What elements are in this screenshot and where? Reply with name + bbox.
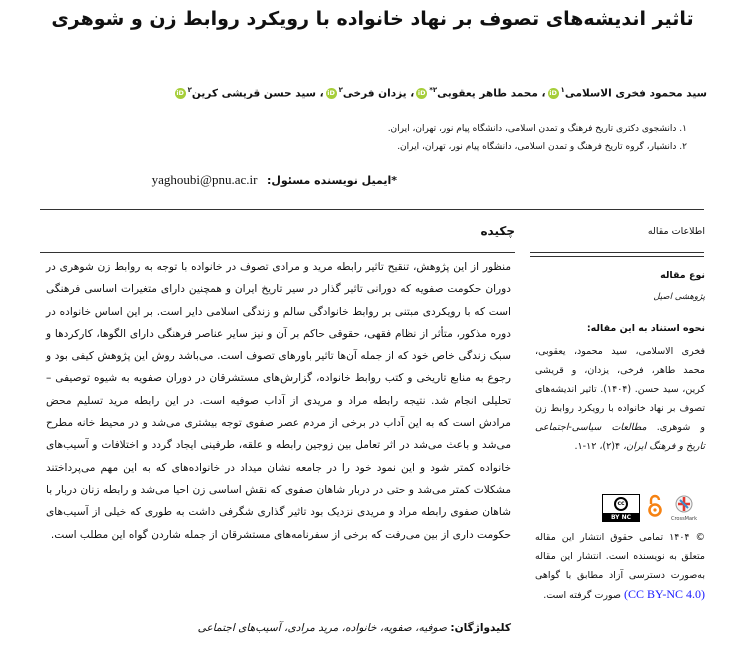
article-type-value: پژوهشی اصیل [653, 292, 705, 302]
author-name: محمد طاهر یعقوبی [437, 87, 538, 100]
cc-by-label: BY [610, 514, 620, 521]
license-link[interactable]: (CC BY-NC 4.0) [623, 587, 705, 601]
cc-by-nc-icon[interactable] [602, 494, 640, 522]
info-divider [530, 252, 704, 253]
copyright-notice [535, 528, 705, 605]
abstract-text: منظور از این پژوهش، تنقیح تاثیر رابطه مرید و مرادی تصوف در خانواده با توجه به روابط زن شوهری در دوران حکومت صفویه که دورانی تاثیر گذار در سیر تاریخ ایران و همچنین دارای متغیرات اساسی فرهنگی است که با رویکردی مبتنی بر روابط خانوادگی سالم و زندگی اسلامی دایر است. بر این اساس خانواده در دوره مذکور، متأثر از نظام فقهی، حقوقی حاکم بر آن و نیز سایر عناصر فرهنگی دارای الگوها، کارکردها و سبک زندگی خاص خود که از جمله آن‌ها تاثیر باورهای تصوف است. می‌باشد روش این پژوهش کیفی بود و رجوع به منابع تاریخی و کتب روابط خانواده، گزارش‌های مستشرقان در دوران صفویه به شیوه توصیفی – تحلیلی انجام شد. نتیجه رابطه مراد و مریدی از آداب صوفیه است. در این رابطه مرید تسلیم محض مرادش است که به این آداب در برخی از مردم عصر صفوی توجه بیشتری می‌شد و در محیط خانه مطرح می‌شد و باعث می‌شد در اثر تعامل بین زوجین رابطه و علقه، طرفینی ایجاد گردد و اختلافات و آسیب‌های خانواده کمتر شود و این نمود خود را در جامعه نشان میداد در خانواده‌های که به این مهم می‌پرداختند مشکلات کمتر می‌شد و حتی در دربار شاهان صفوی که نقش اساسی زن احیا می‌شد و رابطه زنان دربار با شاهان صفوی رابطه مراد و مریدی نزدیک بود تاثیر گذاری شگرفی داشت به طوری که خیلی از آسیب‌های حکومت داری از بین می‌رفت که برخی از سفرنامه‌های مستشرقان از جمله شاردن گواه این مطلب است. [46, 261, 511, 541]
top-divider [40, 209, 704, 210]
citation-journal: مطالعات سیاسی-اجتماعی تاریخ و فرهنگ ایران، [535, 422, 705, 452]
author-sup: ۲ [338, 86, 343, 94]
corresponding-email [152, 172, 397, 188]
author-name: سید محمود فخری الاسلامی [564, 87, 707, 100]
rights-tail: صورت گرفته است. [543, 590, 621, 601]
email-link[interactable]: yaghoubi@pnu.ac.ir [151, 172, 258, 187]
keywords [46, 622, 511, 634]
abstract-divider [40, 252, 515, 253]
article-type-label: نوع مقاله [660, 270, 705, 281]
open-access-icon[interactable] [648, 494, 662, 518]
citation-label: نحوه استناد به این مقاله: [586, 323, 705, 334]
rights-text: © ۱۴۰۴ تمامی حقوق انتشار این مقاله متعلق به نویسنده است. انتشار این مقاله به‌صورت دسترسی آزاد مطابق با گواهی [535, 532, 705, 581]
orcid-icon[interactable]: iD [549, 89, 557, 97]
author-name: یزدان فرخی [342, 87, 407, 100]
citation-text [535, 342, 705, 456]
cc-nc-label: NC [621, 514, 632, 521]
abstract-heading: چکیده [480, 224, 515, 238]
affiliation-1: ۱. دانشجوی دکتری تاریخ فرهنگ و تمدن اسلامی، دانشگاه پیام نور، تهران، ایران. [387, 124, 687, 134]
crossmark-icon[interactable] [668, 494, 700, 522]
author-list: سید محمود فخری الاسلامی$^۱$iD، محمد طاهر یعقوبی$^{۲*}$iD، یزدان فرخی$^۲$iD، سید حسن قریشی کرین$^۲$iD [176, 86, 707, 100]
orcid-icon[interactable]: iD [417, 89, 426, 97]
author-sup: ۱ [560, 86, 565, 94]
citation-body: فخری الاسلامی، سید محمود، یعقوبی، محمد طاهر، فرخی، یزدان، و قریشی کرین، سید حسن. (۱۴۰۴). تاثیر اندیشه‌های تصوف بر نهاد خانواده با رویکرد روابط زن و شوهری. [535, 346, 705, 433]
author-sup: ۲* [429, 86, 438, 94]
corresponding-label: ایمیل نویسنده مسئول: [266, 174, 392, 187]
corresponding-marker: * [391, 174, 397, 187]
affiliation-2: ۲. دانشیار، گروه تاریخ فرهنگ و تمدن اسلامی، دانشگاه پیام نور، تهران، ایران. [397, 142, 687, 152]
article-title: تاثیر اندیشه‌های تصوف بر نهاد خانواده با رویکرد روابط زن و شوهری [51, 8, 694, 30]
orcid-icon[interactable]: iD [327, 89, 335, 97]
cc-circle-icon: cc [614, 497, 628, 511]
citation-volume: ۴(۲)، ۱۲-۱. [574, 441, 621, 452]
article-info-heading: اطلاعات مقاله [647, 226, 705, 237]
keywords-label: کلیدواژگان: [450, 622, 511, 634]
orcid-icon[interactable]: iD [176, 89, 184, 97]
author-name: سید حسن قریشی کرین [191, 87, 316, 100]
keywords-value: صوفیه، صفویه، خانواده، مرید مرادی، آسیب‌های اجتماعی [197, 622, 447, 634]
crossmark-text: CrossMark [670, 516, 698, 522]
info-divider-2 [530, 256, 704, 257]
author-sup: ۲ [187, 86, 192, 94]
